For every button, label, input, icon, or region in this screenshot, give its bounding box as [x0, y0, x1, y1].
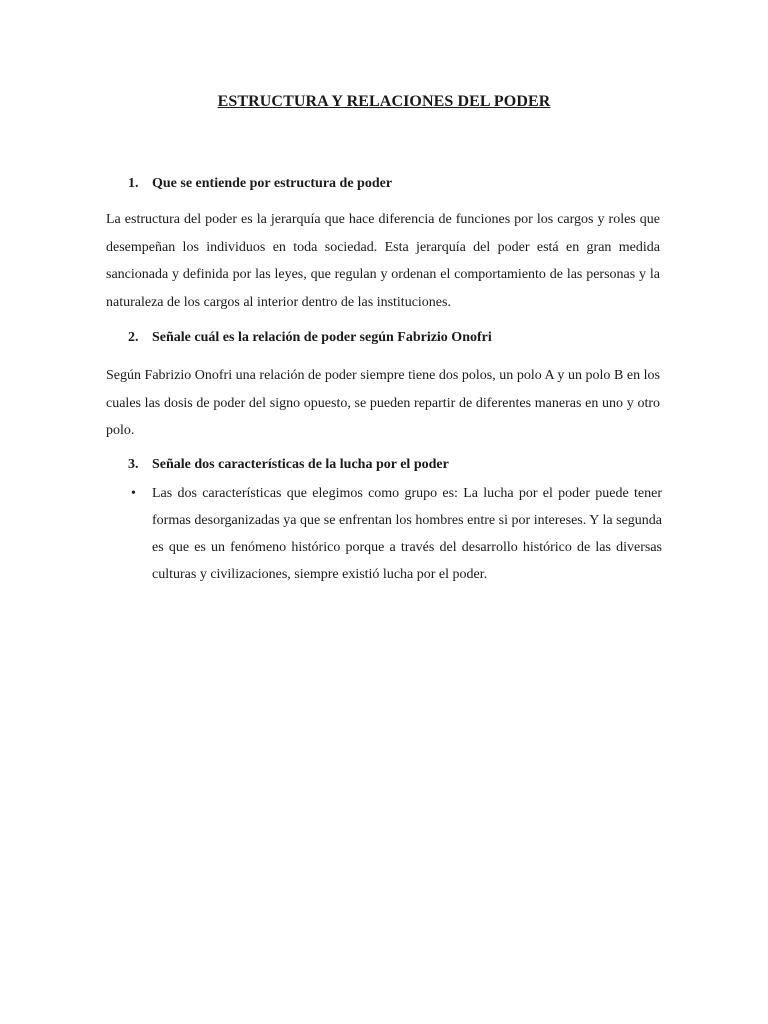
section-1-number: 1.	[128, 176, 139, 191]
section-1-paragraph: La estructura del poder es la jerarquía que hace diferencia de funciones por los cargos y roles que desempeñan los individuos en toda sociedad. Esta jerarquía del poder está en gran medida sancionada y definida por las leyes, que regulan y ordenan el comportamiento de las personas y la naturaleza de los cargos al interior dentro de las instituciones.	[106, 212, 660, 310]
section-2-number: 2.	[128, 330, 139, 345]
section-3-number: 3.	[128, 457, 139, 472]
section-3-heading-text: Señale dos características de la lucha por el poder	[152, 457, 449, 472]
section-3-heading	[128, 457, 449, 473]
bullet-icon: •	[131, 486, 136, 501]
document-title: ESTRUCTURA Y RELACIONES DEL PODER	[217, 93, 551, 110]
bullet-text: Las dos características que elegimos como grupo es: La lucha por el poder puede tener formas desorganizadas ya que se enfrentan los hombres entre si por intereses. Y la segunda es que es un fenómeno histórico porque a través del desarrollo histórico de las diversas culturas y civilizaciones, siempre existió lucha por el poder.	[152, 486, 662, 582]
section-1-heading-text: Que se entiende por estructura de poder	[152, 176, 393, 191]
section-2-paragraph: Según Fabrizio Onofri una relación de poder siempre tiene dos polos, un polo A y un polo B en los cuales las dosis de poder del signo opuesto, se pueden repartir de diferentes maneras en uno y otro polo.	[106, 368, 660, 438]
section-3-bullet-list	[128, 480, 662, 588]
section-2-heading	[128, 330, 492, 346]
section-2-heading-text: Señale cuál es la relación de poder según Fabrizio Onofri	[152, 330, 492, 345]
section-1-heading	[128, 176, 392, 192]
list-item	[128, 480, 662, 588]
